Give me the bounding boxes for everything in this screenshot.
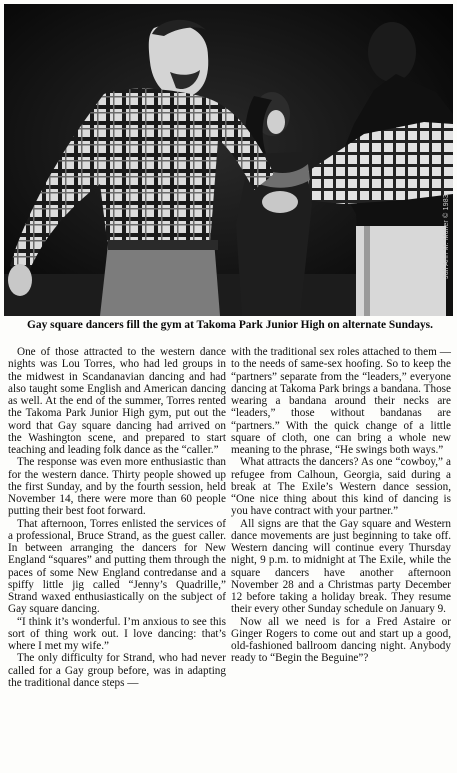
photo-credit: Juli Ann M. Muller © 1983 xyxy=(443,194,450,279)
photo-caption: Gay square dancers fill the gym at Takoma Park Junior High on alternate Sundays. xyxy=(27,319,433,331)
dancers-photo xyxy=(4,4,453,316)
paragraph: That afternoon, Torres enlisted the services of a professional, Bruce Strand, as the guest caller. In between arranging the dancers for New England “squares” and putting them through the paces of some New England contredanse and a spiffy little jig called “Jenny’s Quadrille,” Strand waxed enthusiastically on the subject of Gay square dancing. xyxy=(8,517,226,616)
paragraph: with the traditional sex roles attached to them —to the needs of same-sex hoofing. So to keep the “partners” separate from the “leaders,” everyone dancing at Takoma Park brings a bandana. Those wearing a bandana around their necks are “leaders,” those without bandanas are “partners.” With the quick change of a little square of cloth, one can bring a whole new meaning to the phrase, “He swings both ways.” xyxy=(231,346,451,456)
paragraph: The response was even more enthusiastic than for the western dance. Thirty people showed up the first Sunday, and by the fourth session, held November 14, there were more than 60 people putting their best foot forward. xyxy=(8,456,226,518)
paragraph: “I think it’s wonderful. I’m anxious to see this sort of thing work out. I love dancing: that’s where I met my wife.” xyxy=(8,615,226,652)
paragraph: All signs are that the Gay square and Western dance movements are just beginning to take off. Western dancing will continue every Thursday night, 9 p.m. to midnight at The Exile, while the square dancers have another afternoon November 28 and a Christmas party December 12 before taking a holiday break. They resume their every other Sunday schedule on January 9. xyxy=(231,517,451,616)
paragraph: Now all we need is for a Fred Astaire or Ginger Rogers to come out and start up a good, old-fashioned ballroom dancing night. Anybody ready to “Begin the Beguine”? xyxy=(231,615,451,665)
paragraph: What attracts the dancers? As one “cowboy,” a refugee from Calhoun, Georgia, said during a break at The Exile’s Western dance session, “One nice thing about this kind of dancing is you have contract with your partner.” xyxy=(231,456,451,518)
paragraph: One of those attracted to the western dance nights was Lou Torres, who had led groups in the midwest in Scandanavian dancing and had also taught some English and American dancing as well. At the end of the summer, Torres rented the Takoma Park Junior High gym, put out the word that Gay square dancing had arrived on the Washington scene, and prepared to start teaching and leading folk dance as the “caller.” xyxy=(8,346,226,456)
photo-illustration xyxy=(4,4,453,316)
article-column-left xyxy=(8,346,226,689)
article-column-right xyxy=(231,346,451,665)
paragraph: The only difficulty for Strand, who had never called for a Gay group before, was in adapting the traditional dance steps — xyxy=(8,652,226,689)
